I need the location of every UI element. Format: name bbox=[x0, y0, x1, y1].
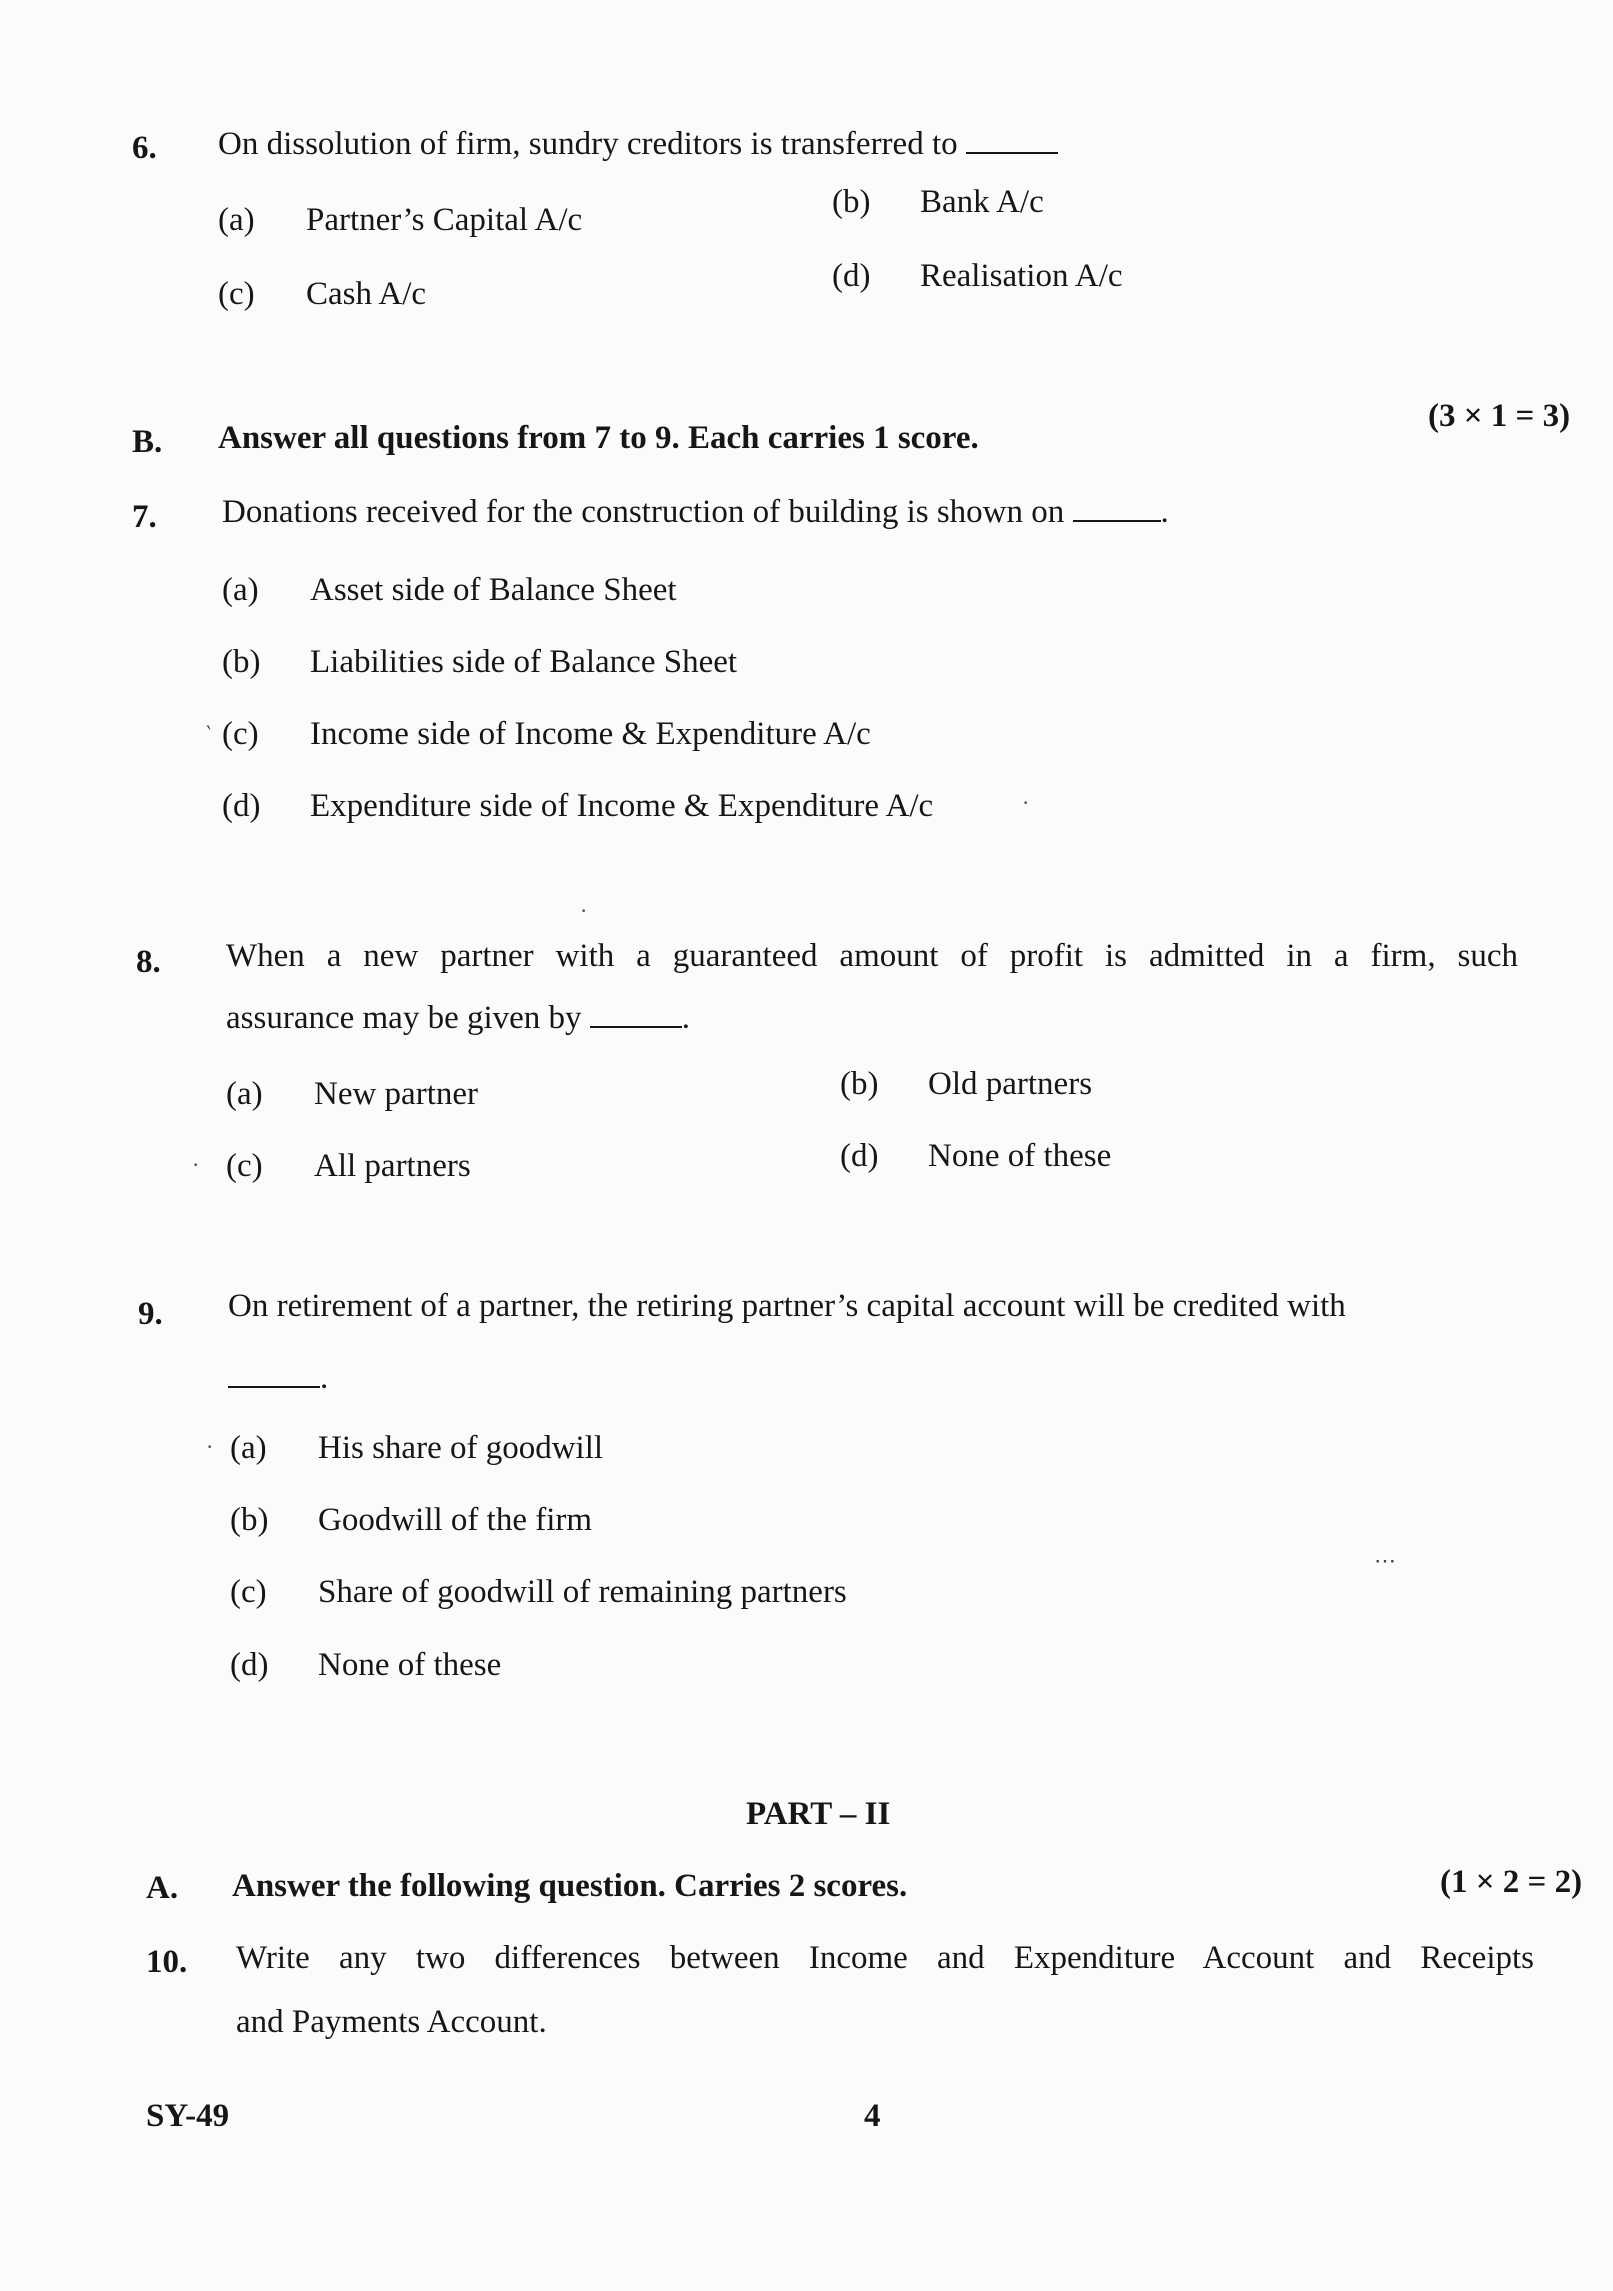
section-b-instruction: Answer all questions from 7 to 9. Each carries 1 score. bbox=[218, 420, 979, 456]
option-text: Share of goodwill of remaining partners bbox=[318, 1574, 847, 1610]
option-text: Expenditure side of Income & Expenditure A/c bbox=[310, 788, 934, 824]
option-letter: (c) bbox=[226, 1148, 263, 1184]
question-8-text-line-2: assurance may be given by . bbox=[226, 1000, 691, 1036]
option-text: Cash A/c bbox=[306, 276, 427, 312]
question-9-text: On retirement of a partner, the retiring partner’s capital account will be credited with bbox=[228, 1288, 1346, 1324]
part-ii-section-a-instruction: Answer the following question. Carries 2 scores. bbox=[232, 1868, 908, 1904]
question-7-option-c bbox=[222, 714, 871, 754]
question-8-option-d bbox=[840, 1136, 1111, 1176]
option-text: All partners bbox=[314, 1148, 471, 1184]
option-text: None of these bbox=[928, 1138, 1112, 1174]
question-9-number: 9. bbox=[138, 1296, 163, 1332]
option-letter: (d) bbox=[222, 788, 261, 824]
question-6-option-a bbox=[218, 200, 582, 240]
section-b-label: B. bbox=[132, 424, 163, 460]
part-ii-section-a-label: A. bbox=[146, 1870, 179, 1906]
option-text: Income side of Income & Expenditure A/c bbox=[310, 716, 871, 752]
option-text: Liabilities side of Balance Sheet bbox=[310, 644, 738, 680]
question-6-option-c bbox=[218, 274, 426, 314]
pen-tick-mark: · bbox=[192, 1152, 200, 1177]
option-letter: (a) bbox=[230, 1430, 267, 1466]
pen-tick-mark: ‵ bbox=[206, 722, 211, 747]
question-7-option-d bbox=[222, 786, 933, 826]
question-9-blank-line: . bbox=[228, 1358, 328, 1398]
option-text: Goodwill of the firm bbox=[318, 1502, 593, 1538]
option-letter: (b) bbox=[840, 1066, 879, 1102]
question-6-option-d bbox=[832, 256, 1123, 296]
question-8-option-a bbox=[226, 1074, 478, 1114]
scan-speck: · bbox=[580, 898, 588, 923]
option-text: None of these bbox=[318, 1647, 502, 1683]
option-letter: (b) bbox=[222, 644, 261, 680]
answer-blank bbox=[1073, 494, 1161, 522]
option-letter: (a) bbox=[218, 202, 255, 238]
question-8-number: 8. bbox=[136, 944, 161, 980]
question-9-option-c bbox=[230, 1572, 847, 1612]
question-7-stem: Donations received for the construction of building is shown on bbox=[222, 494, 1065, 530]
option-text: Realisation A/c bbox=[920, 258, 1123, 294]
page-number: 4 bbox=[864, 2098, 881, 2134]
part-ii-title: PART – II bbox=[746, 1796, 891, 1832]
question-8-option-c bbox=[226, 1146, 471, 1186]
question-7-option-a bbox=[222, 570, 677, 610]
question-8-option-b bbox=[840, 1064, 1092, 1104]
option-letter: (c) bbox=[230, 1574, 267, 1610]
question-10-number: 10. bbox=[146, 1944, 188, 1980]
question-6-stem: On dissolution of firm, sundry creditors is transferred to bbox=[218, 126, 958, 162]
question-6-option-b bbox=[832, 182, 1044, 222]
option-letter: (b) bbox=[832, 184, 871, 220]
question-10-text-line-2: and Payments Account. bbox=[236, 2004, 547, 2040]
answer-blank bbox=[966, 126, 1058, 154]
question-6-text bbox=[218, 124, 1058, 164]
option-text: Asset side of Balance Sheet bbox=[310, 572, 677, 608]
answer-blank bbox=[590, 1000, 682, 1028]
option-text: His share of goodwill bbox=[318, 1430, 604, 1466]
option-letter: (b) bbox=[230, 1502, 269, 1538]
question-6-number: 6. bbox=[132, 130, 157, 166]
option-text: Partner’s Capital A/c bbox=[306, 202, 583, 238]
section-b-marks: (3 × 1 = 3) bbox=[1428, 398, 1571, 434]
question-8-text-line-1: When a new partner with a guaranteed amount of profit is admitted in a firm, such bbox=[226, 938, 1518, 974]
question-7-number: 7. bbox=[132, 499, 157, 535]
option-letter: (c) bbox=[222, 716, 259, 752]
option-text: New partner bbox=[314, 1076, 479, 1112]
question-7-option-b bbox=[222, 642, 737, 682]
option-text: Old partners bbox=[928, 1066, 1093, 1102]
option-letter: (a) bbox=[226, 1076, 263, 1112]
question-7-text: Donations received for the construction of building is shown on . bbox=[222, 494, 1169, 530]
question-9-option-a bbox=[230, 1428, 603, 1468]
option-text: Bank A/c bbox=[920, 184, 1044, 220]
option-letter: (a) bbox=[222, 572, 259, 608]
paper-code: SY-49 bbox=[146, 2098, 230, 2134]
option-letter: (d) bbox=[230, 1647, 269, 1683]
pen-tick-mark: · bbox=[206, 1434, 214, 1459]
part-ii-section-a-marks: (1 × 2 = 2) bbox=[1440, 1864, 1583, 1900]
question-9-option-b bbox=[230, 1500, 592, 1540]
option-letter: (d) bbox=[840, 1138, 879, 1174]
question-10-text-line-1: Write any two differences between Income and Expenditure Account and Receipts bbox=[236, 1940, 1534, 1976]
pen-tick-mark: · bbox=[1022, 790, 1030, 815]
question-9-option-d bbox=[230, 1645, 501, 1685]
question-8-stem-end: assurance may be given by bbox=[226, 1000, 582, 1036]
option-letter: (d) bbox=[832, 258, 871, 294]
option-letter: (c) bbox=[218, 276, 255, 312]
scan-speck: ⋯ bbox=[1374, 1548, 1396, 1573]
answer-blank bbox=[228, 1360, 320, 1388]
